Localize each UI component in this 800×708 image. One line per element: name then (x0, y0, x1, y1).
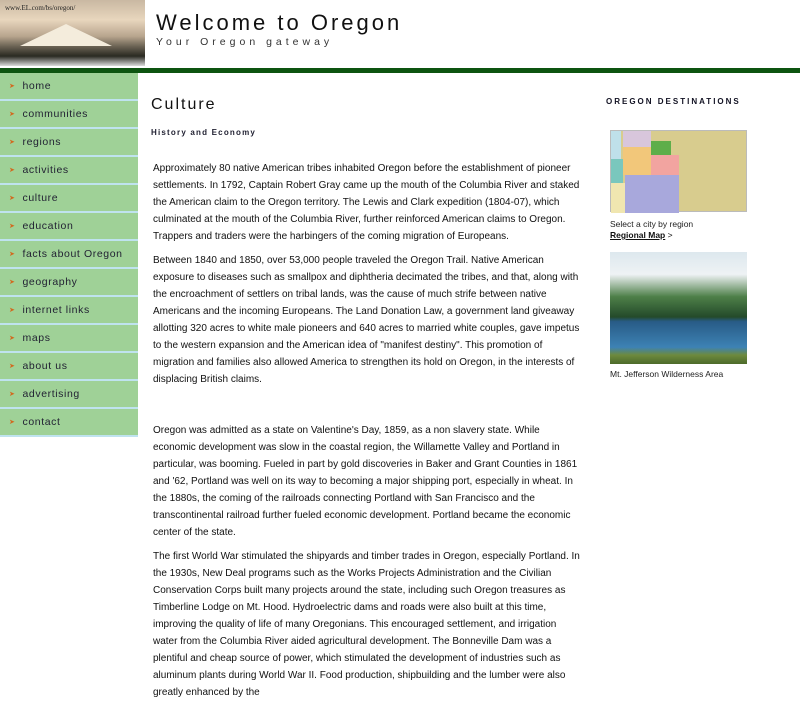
arrow-bullet-icon: ➤ (9, 391, 16, 398)
nav-item-label: culture (22, 192, 59, 204)
nav-item-communities[interactable] (0, 101, 138, 129)
nav-item-label: internet links (22, 304, 90, 316)
nav-item-internet-links[interactable] (0, 297, 138, 325)
arrow-bullet-icon: ➤ (9, 195, 16, 202)
page-subtitle: History and Economy (151, 128, 257, 137)
photo-caption: Mt. Jefferson Wilderness Area (610, 369, 724, 379)
site-title: Welcome to Oregon (156, 10, 403, 35)
nav-item-education[interactable] (0, 213, 138, 241)
map-caption: Select a city by region (610, 219, 694, 229)
arrow-bullet-icon: ➤ (9, 279, 16, 286)
arrow-bullet-icon: ➤ (9, 83, 16, 90)
arrow-bullet-icon: ➤ (9, 111, 16, 118)
arrow-bullet-icon: ➤ (9, 419, 16, 426)
arrow-bullet-icon: ➤ (9, 251, 16, 258)
paragraph: Approximately 80 native American tribes inhabited Oregon before the establishment of pioneer settlements. In 1792, Captain Robert Gray came up the mouth of the Columbia River and staked the American claim to the Oregon territory. The Lewis and Clark expedition (1804-07), which culminated at the mouth of the Columbia River, further reinforced American claims to Oregon. Trappers and traders were the harbingers of the coming migration of Europeans. (153, 163, 580, 242)
oregon-region-map[interactable] (610, 130, 747, 212)
nav-item-label: advertising (22, 388, 80, 400)
nav-item-label: contact (22, 416, 61, 428)
nav-item-regions[interactable] (0, 129, 138, 157)
nav-item-contact[interactable] (0, 409, 138, 437)
arrow-bullet-icon: ➤ (9, 167, 16, 174)
nav-item-maps[interactable] (0, 325, 138, 353)
nav-item-label: about us (22, 360, 68, 372)
nav-item-home[interactable] (0, 73, 138, 101)
nav-item-geography[interactable] (0, 269, 138, 297)
arrow-bullet-icon: ➤ (9, 223, 16, 230)
mt-jefferson-photo (610, 252, 747, 364)
nav-item-culture[interactable] (0, 185, 138, 213)
nav-item-label: activities (22, 164, 69, 176)
nav-item-label: facts about Oregon (22, 248, 123, 260)
nav-item-label: geography (22, 276, 78, 288)
arrow-bullet-icon: ➤ (9, 139, 16, 146)
arrow-bullet-icon: ➤ (9, 335, 16, 342)
nav-item-label: regions (22, 136, 62, 148)
nav-item-label: maps (22, 332, 51, 344)
regional-map-link[interactable]: Regional Map (610, 230, 666, 240)
nav-item-label: education (22, 220, 74, 232)
mountain-graphic (20, 24, 112, 46)
site-subtitle: Your Oregon gateway (156, 36, 334, 48)
sidebar-title: OREGON DESTINATIONS (606, 97, 741, 106)
nav-item-about-us[interactable] (0, 353, 138, 381)
article-content (153, 160, 581, 708)
sidebar-nav (0, 73, 138, 437)
banner-url: www.EL.com/bs/oregon/ (5, 4, 76, 12)
paragraph: Between 1840 and 1850, over 53,000 people traveled the Oregon Trail. Native American exposure to diseases such as smallpox and diphtheria decimated the tribes, and that, along with the encroachment of settlers on tribal lands, was the cause of much strife between native Americans and the incoming Europeans. The Land Donation Law, a government land giveaway allotting 320 acres to white male pioneers and 640 acres to married white couples, gave impetus to the western expansion and the American idea of "manifest destiny". This promotion of migration and families also allowed America to strengthen its hold on Oregon, in the interests of displacing British claims. (153, 255, 580, 385)
nav-item-facts-about-Oregon[interactable] (0, 241, 138, 269)
nav-item-label: home (22, 80, 52, 92)
arrow-bullet-icon: ➤ (9, 363, 16, 370)
paragraph: The first World War stimulated the shipyards and timber trades in Oregon, especially Portland. In the 1930s, New Deal programs such as the Works Projects Administration and the Civilian Conservation Corps built many projects around the state, including such Oregon treasures as Timberline Lodge on Mt. Hood. Hydroelectric dams and roads were also built at this time, improving the quality of life of many Oregonians. This encouraged settlement, and irrigation water from the Columbia River aided agricultural development. The Bonneville Dam was a plentiful and cheap source of power, which stimulated the development of industries such as aluminum plants during World War II. Food production, shipbuilding and the lumber were also greatly enhanced by the (153, 551, 580, 698)
page-title: Culture (151, 96, 217, 113)
nav-item-advertising[interactable] (0, 381, 138, 409)
nav-item-activities[interactable] (0, 157, 138, 185)
arrow-bullet-icon: ➤ (9, 307, 16, 314)
nav-item-label: communities (22, 108, 89, 120)
paragraph: Oregon was admitted as a state on Valentine's Day, 1859, as a non slavery state. While economic development was slow in the coastal region, the Willamette Valley and Portland in particular, was booming. Fueled in part by gold discoveries in Baker and Grant Counties in 1861 and '62, Portland was well on its way to becoming a major shipping port, especially in wheat. In the 1880s, the coming of the railroads connecting Portland with San Francisco and the transcontinental railroad further fueled economic development. Portland became the economic center of the state. (153, 425, 578, 538)
banner-image (0, 0, 145, 66)
link-arrow: > (665, 230, 673, 240)
